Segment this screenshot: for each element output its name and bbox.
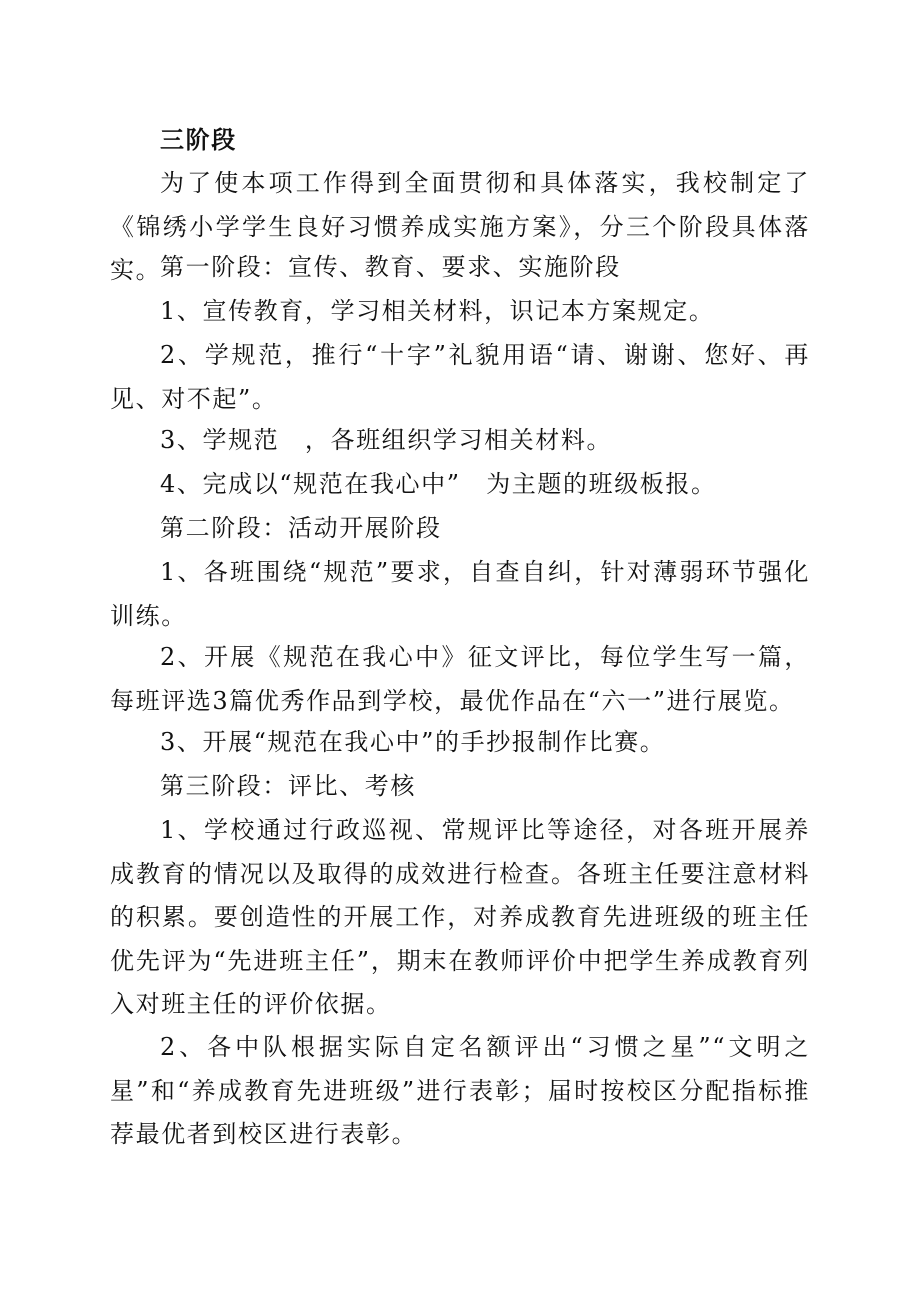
stage-one-item-2: 2、学规范，推行“十字”礼貌用语“请、谢谢、您好、再见、对不起”。 [110,341,810,413]
stage-three-item-1: 1、学校通过行政巡视、常规评比等途径，对各班开展养成教育的情况以及取得的成效进行检查。各班主任要注意材料的积累。要创造性的开展工作，对养成教育先进班级的班主任优先评为“先进班主任”，期末在教师评价中把学生养成教育列入对班主任的评价依据。 [110,816,810,1018]
stage-one-item-3: 3、学规范 ，各班组织学习相关材料。 [160,426,613,454]
stage-three-heading: 第三阶段：评比、考核 [160,772,416,800]
stage-two-item-1: 1、各班围绕“规范”要求，自查自纠，针对薄弱环节强化训练。 [110,558,810,630]
stage-two-item-2: 2、开展《规范在我心中》征文评比，每位学生写一篇，每班评选3篇优秀作品到学校，最优作品在“六一”进行展览。 [110,643,810,715]
stage-one-item-4: 4、完成以“规范在我心中” 为主题的班级板报。 [160,470,717,498]
intro-paragraph: 为了使本项工作得到全面贯彻和具体落实，我校制定了《锦绣小学学生良好习惯养成实施方案》，分三个阶段具体落实。 [110,169,810,284]
section-title: 三阶段 [160,126,237,154]
stage-two-item-3: 3、开展“规范在我心中”的手抄报制作比赛。 [160,728,666,756]
stage-two-heading: 第二阶段：活动开展阶段 [160,514,442,542]
stage-one-item-1: 1、宣传教育，学习相关材料，识记本方案规定。 [160,297,715,325]
stage-three-item-2: 2、各中队根据实际自定名额评出“习惯之星”“文明之星”和“养成教育先进班级”进行表彰；届时按校区分配指标推荐最优者到校区进行表彰。 [110,1033,810,1148]
stage-one-heading: 第一阶段：宣传、教育、要求、实施阶段 [160,253,621,281]
